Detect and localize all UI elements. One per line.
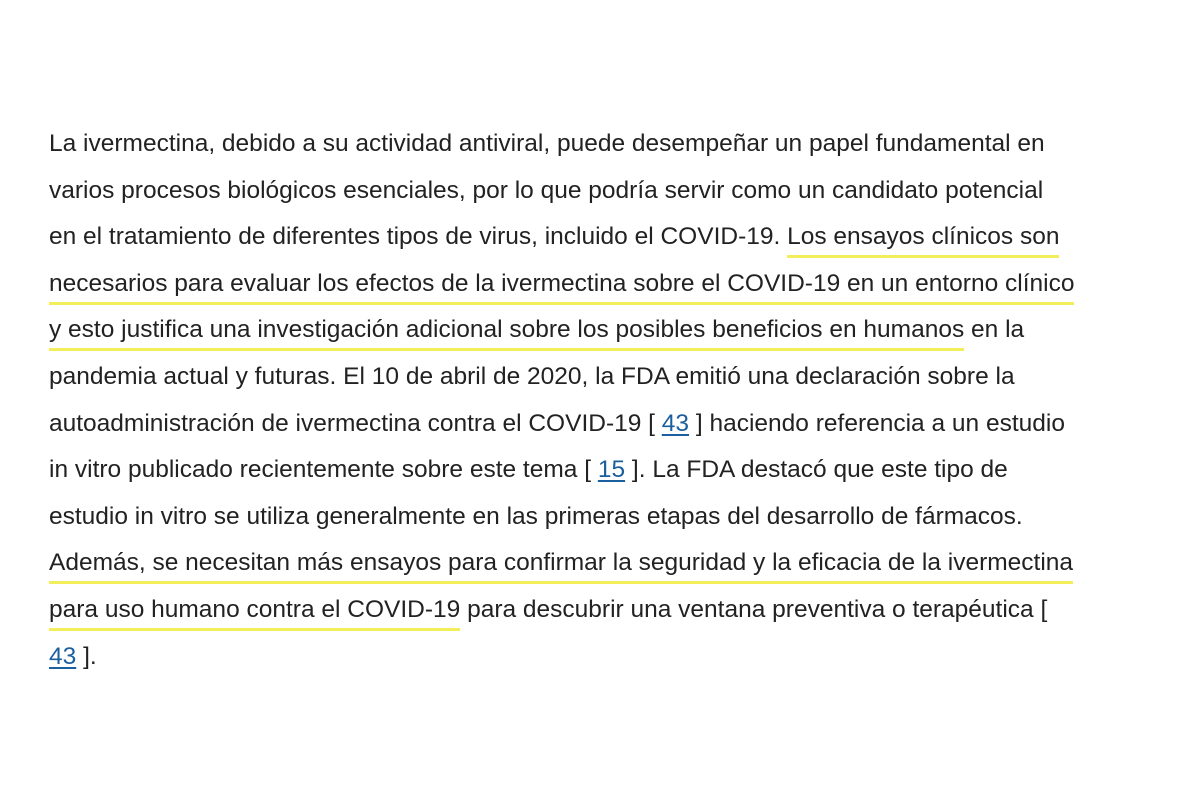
text-line — [49, 494, 1164, 541]
highlighted-text: y esto justifica una investigación adicional sobre los posibles beneficios en humanos — [49, 316, 964, 351]
reference-link-43[interactable]: 43 — [661, 409, 690, 437]
text-segment: ]. La FDA destacó que este tipo de — [625, 456, 1008, 484]
text-line — [49, 540, 1164, 587]
text-segment: ]. — [76, 642, 97, 670]
reference-link-43-end[interactable]: 43 — [49, 642, 77, 670]
text-segment: ] haciendo referencia a un estudio — [689, 409, 1065, 437]
text-line — [49, 307, 1164, 354]
highlighted-text: para uso humano contra el COVID-19 — [49, 596, 460, 631]
text-line — [49, 587, 1164, 634]
highlighted-text: necesarios para evaluar los efectos de la ivermectina sobre el COVID-19 en un entorno clínico — [49, 270, 1074, 305]
text-line — [49, 401, 1164, 448]
text-segment: en el tratamiento de diferentes tipos de virus, incluido el COVID-19. — [49, 223, 788, 251]
article-paragraph — [49, 121, 1164, 680]
text-line — [49, 354, 1164, 401]
text-line — [49, 634, 1164, 681]
text-segment: La ivermectina, debido a su actividad antiviral, puede desempeñar un papel fundamental en — [49, 130, 1045, 157]
text-line — [49, 261, 1164, 308]
text-line — [49, 447, 1164, 494]
text-segment: autoadministración de ivermectina contra el COVID-19 [ — [49, 409, 662, 437]
highlighted-text: Además, se necesitan más ensayos para confirmar la seguridad y la eficacia de la ivermectina — [49, 549, 1073, 584]
text-segment: pandemia actual y futuras. El 10 de abril de 2020, la FDA emitió una declaración sobre la — [49, 362, 1015, 390]
text-line — [49, 168, 1164, 215]
reference-link-15[interactable]: 15 — [597, 456, 626, 484]
text-segment: para descubrir una ventana preventiva o terapéutica [ — [460, 595, 1048, 623]
text-line — [49, 121, 1164, 168]
text-segment: en la — [964, 316, 1025, 344]
text-line — [49, 214, 1164, 261]
text-segment: in vitro publicado recientemente sobre este tema [ — [49, 456, 598, 484]
text-segment: estudio in vitro se utiliza generalmente en las primeras etapas del desarrollo de fármacos. — [49, 502, 1023, 530]
text-segment: varios procesos biológicos esenciales, por lo que podría servir como un candidato potencial — [49, 176, 1044, 204]
highlighted-text: Los ensayos clínicos son — [787, 223, 1059, 258]
